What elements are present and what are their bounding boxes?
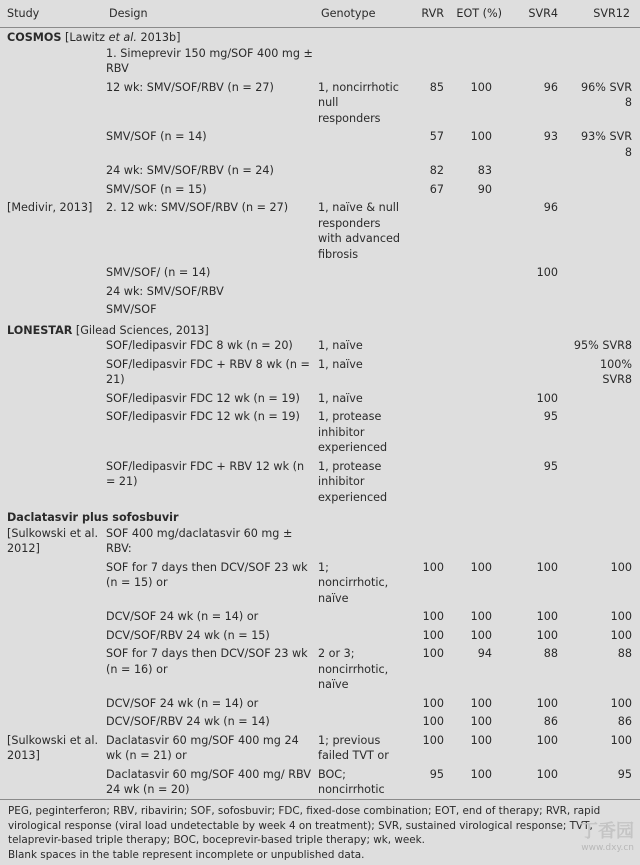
svr12-cell [572, 284, 640, 303]
eot-cell [448, 391, 506, 410]
genotype-cell [314, 696, 400, 715]
section-citation-tail: 2013b] [136, 31, 181, 44]
svr4-cell [506, 46, 572, 80]
genotype-cell [314, 46, 400, 80]
study-cell [0, 767, 102, 801]
study-cell [0, 338, 102, 357]
eot-cell: 100 [470, 80, 492, 94]
study-cell [0, 80, 102, 130]
table-row [0, 628, 640, 647]
svr12-cell: 100 [610, 560, 632, 574]
genotype-cell: 1, naïve [318, 391, 363, 405]
study-cell [0, 357, 102, 391]
svr4-cell: 100 [536, 767, 558, 781]
section-header-row [0, 508, 640, 526]
svr12-cell [572, 182, 640, 201]
svr4-cell: 100 [536, 266, 558, 279]
svr4-cell: 100 [536, 391, 558, 405]
genotype-cell [314, 182, 400, 201]
svr4-cell: 100 [536, 628, 558, 642]
design-cell: SOF for 7 days then DCV/SOF 23 wk (n = 15) or [106, 560, 308, 589]
eot-cell [448, 265, 506, 284]
svr4-cell: 88 [543, 647, 558, 660]
table-row [0, 357, 640, 391]
svr12-cell [572, 526, 640, 560]
section-title: LONESTAR [7, 323, 73, 337]
section-title: COSMOS [7, 31, 62, 44]
svr4-cell [506, 526, 572, 560]
section-title-cell [0, 508, 640, 526]
genotype-cell [314, 628, 400, 647]
eot-cell: 100 [470, 130, 492, 143]
rvr-cell: 57 [429, 130, 444, 143]
watermark [580, 817, 634, 857]
section-citation: [Lawitz [61, 31, 109, 44]
section-header-row [0, 321, 640, 339]
genotype-cell: BOC; noncirrhotic [318, 767, 385, 796]
eot-cell [448, 284, 506, 303]
eot-cell: 94 [477, 647, 492, 660]
svr12-cell [572, 200, 640, 265]
study-cell: [Sulkowski et al. 2013] [7, 733, 99, 762]
genotype-cell [314, 163, 400, 182]
rvr-cell [400, 284, 448, 303]
study-cell [0, 265, 102, 284]
svr4-cell: 100 [536, 733, 558, 747]
svr4-cell [506, 182, 572, 201]
svr12-cell [572, 391, 640, 410]
header-design: Design [102, 0, 314, 28]
table-row [0, 182, 640, 201]
design-cell: SMV/SOF/ (n = 14) [106, 266, 211, 279]
study-cell [0, 714, 102, 733]
eot-cell [448, 302, 506, 321]
design-cell: SOF/ledipasvir FDC + RBV 8 wk (n = 21) [106, 357, 310, 386]
svr4-cell: 96 [543, 201, 558, 214]
design-cell: DCV/SOF/RBV 24 wk (n = 14) [106, 715, 270, 728]
svr4-cell: 95 [543, 459, 558, 473]
svr12-cell: 95 [617, 767, 632, 781]
eot-cell [448, 526, 506, 560]
watermark-url: www.dxy.cn [581, 843, 634, 853]
section-header-row [0, 28, 640, 46]
genotype-cell: 1; previous failed TVT or [318, 733, 389, 762]
eot-cell [448, 46, 506, 80]
genotype-cell: 1; noncirrhotic, naïve [318, 560, 389, 605]
design-cell: 2. 12 wk: SMV/SOF/RBV (n = 27) [106, 201, 289, 214]
study-cell [0, 560, 102, 610]
eot-cell: 90 [477, 182, 492, 196]
svr4-cell: 96 [543, 80, 558, 94]
study-cell: [Medivir, 2013] [7, 201, 93, 214]
svr4-cell [506, 284, 572, 303]
table-row [0, 609, 640, 628]
rvr-cell [400, 391, 448, 410]
section-citation-italic: et al. [108, 31, 137, 44]
genotype-cell: 1, naïve [318, 339, 363, 352]
genotype-cell: 1, naïve & null responders with advanced fibrosis [318, 201, 400, 261]
table-row [0, 200, 640, 265]
rvr-cell: 100 [422, 715, 444, 728]
svr12-cell [572, 302, 640, 321]
genotype-cell: 2 or 3; noncirrhotic, naïve [318, 647, 389, 691]
eot-cell [448, 409, 506, 459]
design-cell: Daclatasvir 60 mg/SOF 400 mg/ RBV 24 wk (n = 20) [106, 767, 311, 796]
design-cell: SMV/SOF [106, 303, 157, 316]
study-cell [0, 284, 102, 303]
design-cell: SMV/SOF (n = 14) [106, 130, 207, 143]
rvr-cell [400, 526, 448, 560]
genotype-cell: 1, protease inhibitor experienced [318, 410, 388, 454]
eot-cell: 100 [470, 696, 492, 710]
svr4-cell: 100 [536, 696, 558, 710]
eot-cell: 83 [477, 164, 492, 177]
table-row [0, 338, 640, 357]
svr12-cell [572, 46, 640, 80]
header-svr4: SVR4 [506, 0, 572, 28]
design-cell: SOF/ledipasvir FDC + RBV 12 wk (n = 21) [106, 459, 305, 488]
rvr-cell: 100 [422, 610, 444, 623]
genotype-cell: 1, protease inhibitor experienced [318, 459, 388, 504]
section-title-cell [0, 28, 640, 46]
genotype-cell: 1, noncirrhotic null responders [318, 80, 399, 125]
svr4-cell [506, 302, 572, 321]
study-cell [0, 302, 102, 321]
study-cell [0, 696, 102, 715]
table-row [0, 46, 640, 80]
footnote-blank-note: Blank spaces in the table represent incomplete or unpublished data. [8, 848, 365, 861]
table-row [0, 459, 640, 509]
svr12-cell [572, 459, 640, 509]
rvr-cell [400, 459, 448, 509]
header-study: Study [0, 0, 102, 28]
eot-cell [448, 338, 506, 357]
study-cell [0, 391, 102, 410]
study-cell [0, 46, 102, 80]
table-row [0, 526, 640, 560]
rvr-cell [400, 200, 448, 265]
table-row [0, 284, 640, 303]
table-footnote [0, 799, 640, 865]
study-cell [0, 163, 102, 182]
table-row [0, 80, 640, 130]
section-title: Daclatasvir plus sofosbuvir [7, 511, 179, 524]
eot-cell: 100 [470, 560, 492, 574]
rvr-cell: 82 [429, 164, 444, 177]
header-svr12: SVR12 [572, 0, 640, 28]
design-cell: Daclatasvir 60 mg/SOF 400 mg 24 wk (n = 21) or [106, 733, 299, 762]
genotype-cell [314, 129, 400, 163]
table-row [0, 409, 640, 459]
table-row [0, 696, 640, 715]
footnote-abbreviations: PEG, peginterferon; RBV, ribavirin; SOF, sofosbuvir; FDC, fixed-dose combination; EOT, end of therapy; RVR, rapid virological response (viral load undetectable by week 4 on treatment); SVR, sustained virological response; TVT, telaprevir-based triple therapy; BOC, boceprevir-based triple therapy; wk, week. [8, 805, 601, 846]
rvr-cell: 100 [422, 647, 444, 660]
eot-cell [448, 459, 506, 509]
svr12-cell: 96% SVR 8 [581, 80, 632, 109]
svr4-cell: 100 [536, 560, 558, 574]
svr12-cell: 95% SVR8 [573, 339, 632, 352]
eot-cell: 100 [470, 733, 492, 747]
study-cell [0, 459, 102, 509]
svr12-cell: 100% SVR8 [600, 357, 632, 386]
study-cell: [Sulkowski et al. 2012] [7, 526, 99, 555]
eot-cell [448, 200, 506, 265]
table-body [0, 28, 640, 801]
svr4-cell: 95 [543, 410, 558, 423]
table-row [0, 714, 640, 733]
svr4-cell [506, 357, 572, 391]
genotype-cell [314, 609, 400, 628]
design-cell: 12 wk: SMV/SOF/RBV (n = 27) [106, 80, 274, 94]
rvr-cell: 100 [422, 628, 444, 642]
table-row [0, 646, 640, 696]
genotype-cell [314, 284, 400, 303]
rvr-cell: 100 [422, 696, 444, 710]
svr4-cell [506, 163, 572, 182]
svr12-cell: 100 [610, 628, 632, 642]
table-row [0, 163, 640, 182]
header-genotype: Genotype [314, 0, 400, 28]
design-cell: SOF/ledipasvir FDC 12 wk (n = 19) [106, 391, 300, 405]
header-rvr: RVR [400, 0, 448, 28]
svr12-cell: 93% SVR 8 [581, 130, 632, 159]
study-cell [0, 129, 102, 163]
design-cell: 1. Simeprevir 150 mg/SOF 400 mg ± RBV [106, 46, 313, 75]
design-cell: SOF/ledipasvir FDC 12 wk (n = 19) [106, 410, 300, 423]
design-cell: 24 wk: SMV/SOF/RBV [106, 284, 224, 298]
header-eot: EOT (%) [448, 0, 506, 28]
svr12-cell: 88 [617, 647, 632, 660]
svr12-cell: 100 [610, 733, 632, 747]
design-cell: SOF/ledipasvir FDC 8 wk (n = 20) [106, 339, 293, 352]
design-cell: SOF 400 mg/daclatasvir 60 mg ± RBV: [106, 526, 293, 555]
rvr-cell: 85 [429, 80, 444, 94]
table-row [0, 767, 640, 801]
design-cell: SOF for 7 days then DCV/SOF 23 wk (n = 16) or [106, 647, 308, 676]
design-cell: DCV/SOF/RBV 24 wk (n = 15) [106, 628, 270, 642]
rvr-cell: 100 [422, 560, 444, 574]
genotype-cell: 1, naïve [318, 357, 363, 371]
svr12-cell: 86 [617, 715, 632, 728]
eot-cell: 100 [470, 610, 492, 623]
table-row [0, 302, 640, 321]
rvr-cell [400, 302, 448, 321]
study-cell [0, 628, 102, 647]
svr4-cell: 100 [536, 610, 558, 623]
study-cell [0, 409, 102, 459]
design-cell: DCV/SOF 24 wk (n = 14) or [106, 610, 259, 623]
design-cell: SMV/SOF (n = 15) [106, 182, 207, 196]
rvr-cell [400, 265, 448, 284]
svr4-cell [506, 338, 572, 357]
eot-cell: 100 [470, 767, 492, 781]
study-cell [0, 182, 102, 201]
svr12-cell [572, 163, 640, 182]
design-cell: 24 wk: SMV/SOF/RBV (n = 24) [106, 164, 274, 177]
rvr-cell [400, 338, 448, 357]
design-cell: DCV/SOF 24 wk (n = 14) or [106, 696, 259, 710]
section-citation: [Gilead Sciences, 2013] [72, 323, 209, 337]
table-row [0, 560, 640, 610]
rvr-cell [400, 357, 448, 391]
header-row [0, 0, 640, 28]
rvr-cell: 95 [429, 767, 444, 781]
svr12-cell [572, 409, 640, 459]
eot-cell: 100 [470, 715, 492, 728]
rvr-cell: 100 [422, 733, 444, 747]
rvr-cell [400, 46, 448, 80]
genotype-cell [314, 265, 400, 284]
table-row [0, 129, 640, 163]
genotype-cell [314, 526, 400, 560]
genotype-cell [314, 714, 400, 733]
watermark-logo: 丁香园 [580, 821, 634, 842]
svr4-cell: 93 [543, 130, 558, 143]
svr12-cell: 100 [610, 696, 632, 710]
table-row [0, 265, 640, 284]
svr4-cell: 86 [543, 715, 558, 728]
eot-cell: 100 [470, 628, 492, 642]
table-row [0, 733, 640, 767]
svr12-cell [572, 265, 640, 284]
svr12-cell: 100 [610, 610, 632, 623]
study-cell [0, 646, 102, 696]
rvr-cell: 67 [429, 182, 444, 196]
section-title-cell [0, 321, 640, 339]
eot-cell [448, 357, 506, 391]
rvr-cell [400, 409, 448, 459]
table-row [0, 391, 640, 410]
study-cell [0, 609, 102, 628]
genotype-cell [314, 302, 400, 321]
